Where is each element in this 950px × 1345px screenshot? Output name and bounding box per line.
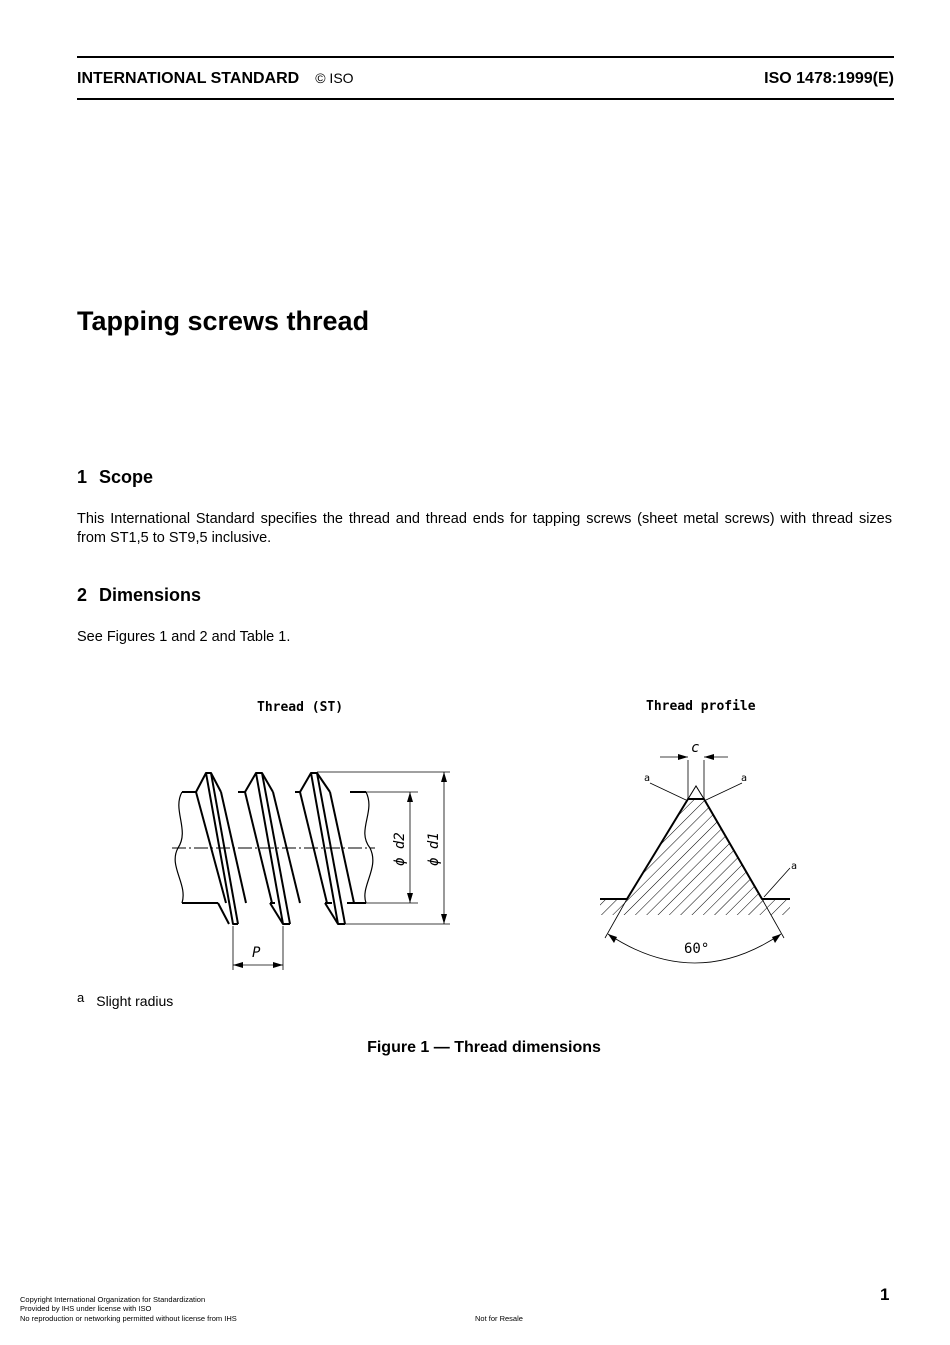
extension-lines <box>233 772 450 970</box>
footer-copyright <box>20 1295 237 1323</box>
dimension-pitch <box>233 962 283 968</box>
d1-label: ϕ d1 <box>426 832 442 866</box>
section-heading-dimensions <box>77 585 201 606</box>
header-top-rule <box>77 56 894 58</box>
crest-triangle <box>688 786 704 799</box>
header-document-id: ISO 1478:1999(E) <box>764 70 894 87</box>
note-mark: a <box>77 990 85 1005</box>
footer-line: Provided by IHS under license with ISO <box>20 1304 152 1314</box>
pitch-label: P <box>252 945 261 961</box>
note-mark-flank: a <box>791 861 798 872</box>
dimensions-paragraph: See Figures 1 and 2 and Table 1. <box>77 629 291 645</box>
figure-right-title: Thread profile <box>646 699 756 714</box>
d2-label: ϕ d2 <box>392 832 408 866</box>
footer-not-for-resale: Not for Resale <box>475 1314 523 1323</box>
section-title: Dimensions <box>99 585 202 605</box>
dimension-crest <box>660 754 728 798</box>
crest-label: c <box>691 740 700 756</box>
section-number: 2 <box>77 585 88 605</box>
header-copyright: © ISO <box>315 70 354 86</box>
note-mark-right: a <box>741 773 748 784</box>
scope-paragraph: This International Standard specifies the thread and thread ends for tapping screws (sheet metal screws) with thread sizes from ST1,5 to ST9,5 inclusive. <box>77 511 892 546</box>
figure-note <box>77 990 174 1009</box>
header-left <box>77 70 354 88</box>
figure-caption: Figure 1 — Thread dimensions <box>367 1039 601 1056</box>
section-heading-scope <box>77 467 153 488</box>
angle-label: 60° <box>684 941 710 957</box>
thread-profile-drawing <box>595 735 805 965</box>
footer-line: No reproduction or networking permitted without license from IHS <box>20 1313 237 1323</box>
section-number: 1 <box>77 467 88 487</box>
section-title: Scope <box>99 467 154 487</box>
note-text: Slight radius <box>96 993 174 1009</box>
header-standard-label: INTERNATIONAL STANDARD <box>77 70 300 87</box>
note-mark-left: a <box>644 773 651 784</box>
header-bottom-rule <box>77 98 894 100</box>
figure-left-title: Thread (ST) <box>257 700 344 715</box>
footer-line: Copyright International Organization for Standardization <box>20 1295 206 1304</box>
page-title: Tapping screws thread <box>77 306 370 336</box>
thread-drawing <box>150 760 470 980</box>
page-number: 1 <box>880 1285 890 1304</box>
